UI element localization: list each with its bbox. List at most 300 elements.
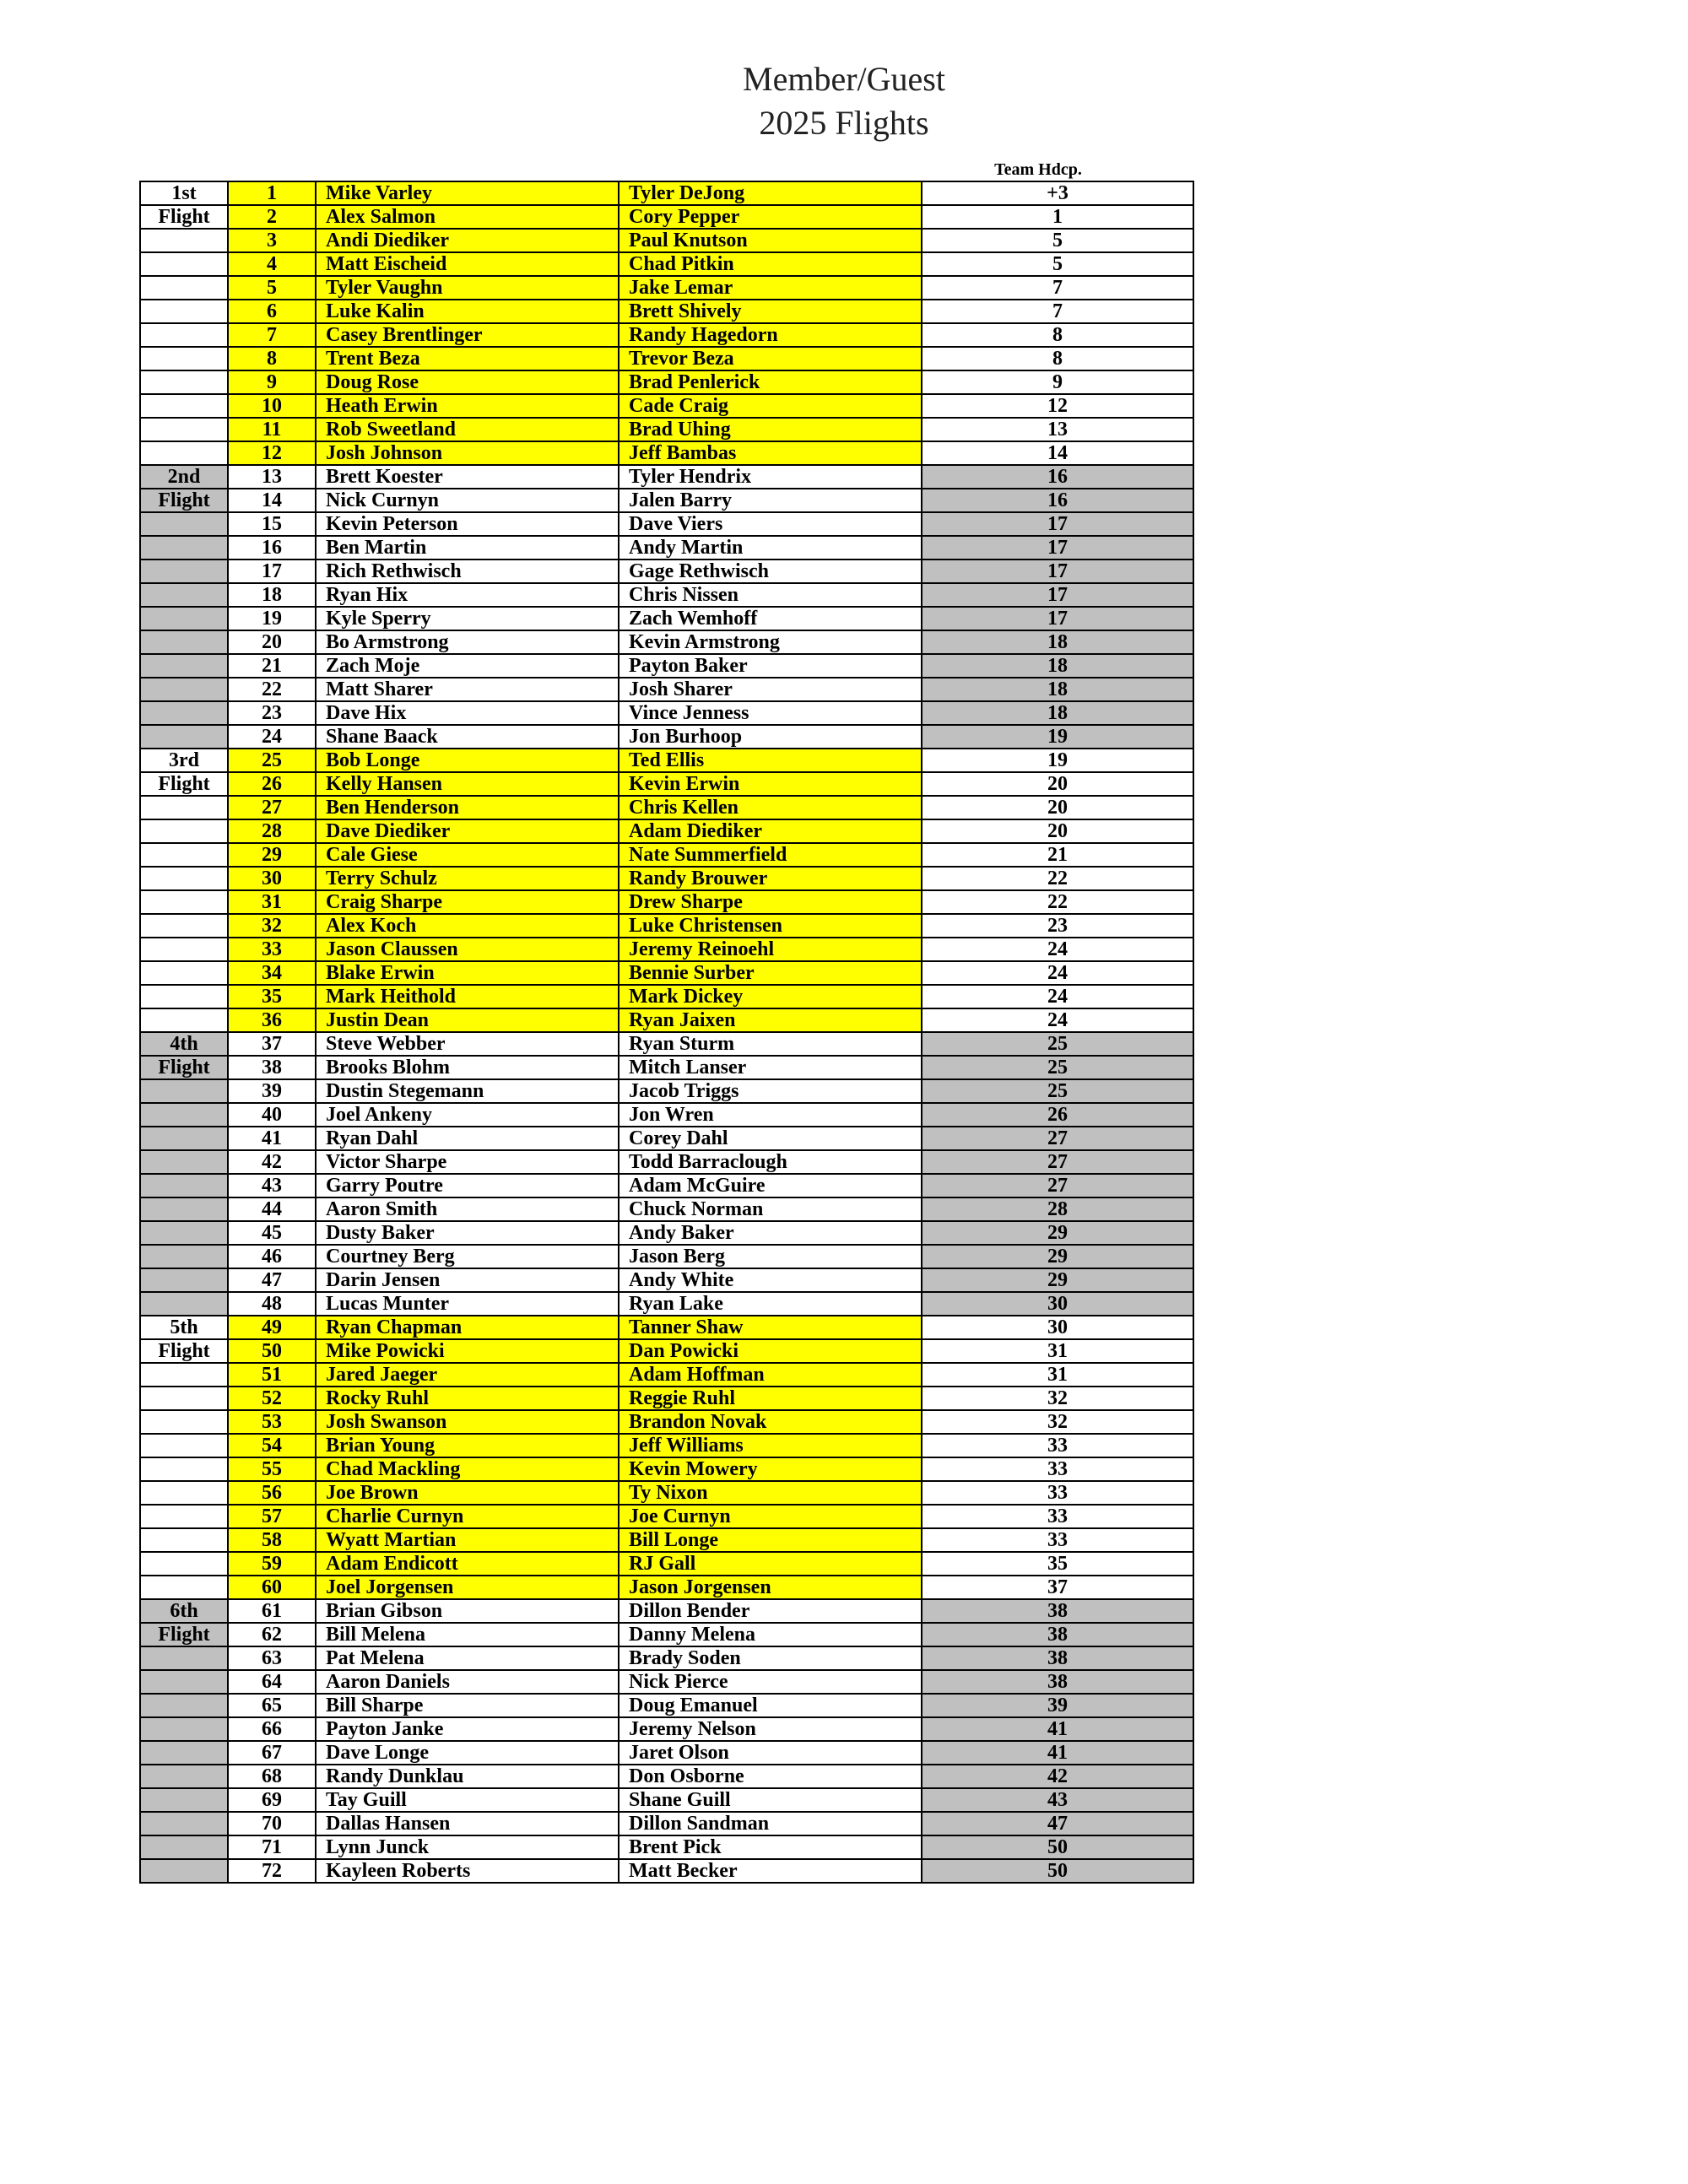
flight-label-cell (140, 512, 228, 536)
guest-name-cell: Nate Summerfield (619, 843, 922, 867)
team-hdcp-header: Team Hdcp. (994, 160, 1082, 179)
team-hdcp-cell: 25 (922, 1056, 1193, 1079)
flight-label-cell (140, 1292, 228, 1316)
guest-name-cell: Ryan Sturm (619, 1032, 922, 1056)
guest-name-cell: Jake Lemar (619, 276, 922, 300)
team-row (140, 1599, 1193, 1623)
team-row (140, 560, 1193, 583)
team-row (140, 1292, 1193, 1316)
team-number-cell: 16 (228, 536, 316, 560)
team-row (140, 1457, 1193, 1481)
team-hdcp-cell: 8 (922, 347, 1193, 370)
flight-label-cell (140, 1552, 228, 1576)
team-number-cell: 48 (228, 1292, 316, 1316)
team-number-cell: 8 (228, 347, 316, 370)
team-hdcp-cell: 29 (922, 1221, 1193, 1245)
guest-name-cell: Chad Pitkin (619, 252, 922, 276)
flight-label-cell (140, 1387, 228, 1410)
member-name-cell: Joe Brown (316, 1481, 619, 1505)
guest-name-cell: Danny Melena (619, 1623, 922, 1646)
team-row (140, 1859, 1193, 1883)
team-number-cell: 46 (228, 1245, 316, 1268)
member-name-cell: Dustin Stegemann (316, 1079, 619, 1103)
team-number-cell: 54 (228, 1434, 316, 1457)
flight-label-cell (140, 1646, 228, 1670)
team-row (140, 1741, 1193, 1765)
flight-label-cell (140, 1670, 228, 1694)
team-row (140, 1127, 1193, 1150)
flight-label-cell: 4th (140, 1032, 228, 1056)
team-hdcp-cell: 41 (922, 1717, 1193, 1741)
flight-label-cell (140, 1268, 228, 1292)
team-hdcp-cell: 14 (922, 441, 1193, 465)
team-number-cell: 42 (228, 1150, 316, 1174)
member-name-cell: Tyler Vaughn (316, 276, 619, 300)
flight-label-cell (140, 678, 228, 701)
member-name-cell: Luke Kalin (316, 300, 619, 323)
team-row (140, 1670, 1193, 1694)
team-number-cell: 33 (228, 938, 316, 961)
team-row (140, 938, 1193, 961)
team-row (140, 1387, 1193, 1410)
guest-name-cell: Ted Ellis (619, 749, 922, 772)
member-name-cell: Darin Jensen (316, 1268, 619, 1292)
team-row (140, 1552, 1193, 1576)
team-row (140, 1268, 1193, 1292)
team-row (140, 843, 1193, 867)
flight-label-cell (140, 252, 228, 276)
guest-name-cell: Dillon Bender (619, 1599, 922, 1623)
team-hdcp-cell: 30 (922, 1316, 1193, 1339)
team-number-cell: 72 (228, 1859, 316, 1883)
guest-name-cell: Dillon Sandman (619, 1812, 922, 1835)
flight-label-cell (140, 701, 228, 725)
member-name-cell: Ben Martin (316, 536, 619, 560)
guest-name-cell: Jaret Olson (619, 1741, 922, 1765)
team-row (140, 607, 1193, 630)
team-number-cell: 56 (228, 1481, 316, 1505)
guest-name-cell: Jeremy Nelson (619, 1717, 922, 1741)
team-row (140, 725, 1193, 749)
team-hdcp-cell: 29 (922, 1245, 1193, 1268)
team-number-cell: 30 (228, 867, 316, 890)
member-name-cell: Josh Johnson (316, 441, 619, 465)
flight-label-cell (140, 1127, 228, 1150)
guest-name-cell: Andy White (619, 1268, 922, 1292)
guest-name-cell: Randy Brouwer (619, 867, 922, 890)
member-name-cell: Kelly Hansen (316, 772, 619, 796)
team-row (140, 1812, 1193, 1835)
guest-name-cell: Andy Baker (619, 1221, 922, 1245)
guest-name-cell: Brett Shively (619, 300, 922, 323)
team-hdcp-cell: 28 (922, 1197, 1193, 1221)
guest-name-cell: Jeff Bambas (619, 441, 922, 465)
team-row (140, 347, 1193, 370)
member-name-cell: Alex Koch (316, 914, 619, 938)
team-number-cell: 29 (228, 843, 316, 867)
guest-name-cell: Dave Viers (619, 512, 922, 536)
team-number-cell: 58 (228, 1528, 316, 1552)
team-number-cell: 40 (228, 1103, 316, 1127)
team-hdcp-cell: 26 (922, 1103, 1193, 1127)
team-hdcp-cell: 25 (922, 1079, 1193, 1103)
guest-name-cell: Shane Guill (619, 1788, 922, 1812)
guest-name-cell: Jeff Williams (619, 1434, 922, 1457)
guest-name-cell: Dan Powicki (619, 1339, 922, 1363)
team-number-cell: 39 (228, 1079, 316, 1103)
guest-name-cell: Brad Penlerick (619, 370, 922, 394)
flight-label-cell (140, 1505, 228, 1528)
team-row (140, 1056, 1193, 1079)
guest-name-cell: Jalen Barry (619, 489, 922, 512)
member-name-cell: Mike Powicki (316, 1339, 619, 1363)
member-name-cell: Justin Dean (316, 1008, 619, 1032)
flight-label-cell (140, 1859, 228, 1883)
team-number-cell: 3 (228, 229, 316, 252)
team-hdcp-cell: 41 (922, 1741, 1193, 1765)
team-number-cell: 37 (228, 1032, 316, 1056)
team-number-cell: 1 (228, 181, 316, 205)
team-hdcp-cell: 24 (922, 1008, 1193, 1032)
team-hdcp-cell: 31 (922, 1363, 1193, 1387)
team-hdcp-cell: 33 (922, 1481, 1193, 1505)
flight-label-cell (140, 300, 228, 323)
team-number-cell: 21 (228, 654, 316, 678)
team-number-cell: 10 (228, 394, 316, 418)
guest-name-cell: Brandon Novak (619, 1410, 922, 1434)
guest-name-cell: Ryan Jaixen (619, 1008, 922, 1032)
member-name-cell: Lucas Munter (316, 1292, 619, 1316)
member-name-cell: Kevin Peterson (316, 512, 619, 536)
team-row (140, 1008, 1193, 1032)
guest-name-cell: Todd Barraclough (619, 1150, 922, 1174)
team-row (140, 1150, 1193, 1174)
guest-name-cell: Jeremy Reinoehl (619, 938, 922, 961)
team-number-cell: 57 (228, 1505, 316, 1528)
team-row (140, 654, 1193, 678)
team-row (140, 465, 1193, 489)
team-row (140, 961, 1193, 985)
guest-name-cell: Drew Sharpe (619, 890, 922, 914)
team-row (140, 867, 1193, 890)
flight-label-cell (140, 796, 228, 819)
team-row (140, 323, 1193, 347)
member-name-cell: Joel Jorgensen (316, 1576, 619, 1599)
guest-name-cell: Jon Burhoop (619, 725, 922, 749)
team-row (140, 300, 1193, 323)
team-row (140, 985, 1193, 1008)
team-hdcp-cell: 1 (922, 205, 1193, 229)
team-hdcp-cell: 17 (922, 512, 1193, 536)
team-hdcp-cell: 16 (922, 489, 1193, 512)
guest-name-cell: Randy Hagedorn (619, 323, 922, 347)
member-name-cell: Courtney Berg (316, 1245, 619, 1268)
member-name-cell: Payton Janke (316, 1717, 619, 1741)
guest-name-cell: Jason Berg (619, 1245, 922, 1268)
team-number-cell: 6 (228, 300, 316, 323)
flight-label-cell (140, 914, 228, 938)
team-row (140, 394, 1193, 418)
member-name-cell: Aaron Daniels (316, 1670, 619, 1694)
guest-name-cell: Vince Jenness (619, 701, 922, 725)
member-name-cell: Rob Sweetland (316, 418, 619, 441)
team-number-cell: 41 (228, 1127, 316, 1150)
guest-name-cell: RJ Gall (619, 1552, 922, 1576)
team-row (140, 630, 1193, 654)
member-name-cell: Dusty Baker (316, 1221, 619, 1245)
team-hdcp-cell: 32 (922, 1410, 1193, 1434)
member-name-cell: Matt Eischeid (316, 252, 619, 276)
team-hdcp-cell: 33 (922, 1505, 1193, 1528)
team-number-cell: 50 (228, 1339, 316, 1363)
team-hdcp-cell: +3 (922, 181, 1193, 205)
member-name-cell: Mark Heithold (316, 985, 619, 1008)
member-name-cell: Ryan Dahl (316, 1127, 619, 1150)
team-hdcp-cell: 27 (922, 1174, 1193, 1197)
team-hdcp-cell: 50 (922, 1835, 1193, 1859)
team-number-cell: 67 (228, 1741, 316, 1765)
member-name-cell: Rich Rethwisch (316, 560, 619, 583)
guest-name-cell: Doug Emanuel (619, 1694, 922, 1717)
team-hdcp-cell: 22 (922, 890, 1193, 914)
flight-label-cell (140, 1221, 228, 1245)
team-row (140, 796, 1193, 819)
member-name-cell: Shane Baack (316, 725, 619, 749)
team-hdcp-cell: 20 (922, 796, 1193, 819)
team-number-cell: 7 (228, 323, 316, 347)
guest-name-cell: Kevin Mowery (619, 1457, 922, 1481)
guest-name-cell: Tanner Shaw (619, 1316, 922, 1339)
flight-label-cell (140, 1788, 228, 1812)
team-row (140, 1339, 1193, 1363)
team-row (140, 229, 1193, 252)
member-name-cell: Jason Claussen (316, 938, 619, 961)
member-name-cell: Alex Salmon (316, 205, 619, 229)
team-row (140, 1717, 1193, 1741)
member-name-cell: Mike Varley (316, 181, 619, 205)
guest-name-cell: Nick Pierce (619, 1670, 922, 1694)
member-name-cell: Casey Brentlinger (316, 323, 619, 347)
flight-label-cell (140, 819, 228, 843)
member-name-cell: Bob Longe (316, 749, 619, 772)
flight-label-cell (140, 1576, 228, 1599)
guest-name-cell: Jacob Triggs (619, 1079, 922, 1103)
team-hdcp-cell: 29 (922, 1268, 1193, 1292)
team-number-cell: 11 (228, 418, 316, 441)
flights-table (139, 181, 1194, 1884)
member-name-cell: Brooks Blohm (316, 1056, 619, 1079)
member-name-cell: Craig Sharpe (316, 890, 619, 914)
team-number-cell: 63 (228, 1646, 316, 1670)
member-name-cell: Nick Curnyn (316, 489, 619, 512)
team-hdcp-cell: 9 (922, 370, 1193, 394)
member-name-cell: Matt Sharer (316, 678, 619, 701)
team-row (140, 1103, 1193, 1127)
guest-name-cell: Adam Diediker (619, 819, 922, 843)
team-row (140, 1576, 1193, 1599)
flight-label-cell (140, 560, 228, 583)
team-number-cell: 43 (228, 1174, 316, 1197)
team-number-cell: 71 (228, 1835, 316, 1859)
team-hdcp-cell: 38 (922, 1670, 1193, 1694)
guest-name-cell: Tyler Hendrix (619, 465, 922, 489)
member-name-cell: Garry Poutre (316, 1174, 619, 1197)
flight-label-cell (140, 843, 228, 867)
team-row (140, 749, 1193, 772)
team-hdcp-cell: 23 (922, 914, 1193, 938)
member-name-cell: Victor Sharpe (316, 1150, 619, 1174)
member-name-cell: Cale Giese (316, 843, 619, 867)
flight-label-cell: Flight (140, 1623, 228, 1646)
member-name-cell: Zach Moje (316, 654, 619, 678)
team-row (140, 1221, 1193, 1245)
member-name-cell: Trent Beza (316, 347, 619, 370)
team-row (140, 276, 1193, 300)
member-name-cell: Ben Henderson (316, 796, 619, 819)
guest-name-cell: Kevin Erwin (619, 772, 922, 796)
team-number-cell: 17 (228, 560, 316, 583)
team-hdcp-cell: 21 (922, 843, 1193, 867)
team-number-cell: 70 (228, 1812, 316, 1835)
team-row (140, 914, 1193, 938)
member-name-cell: Dallas Hansen (316, 1812, 619, 1835)
guest-name-cell: Ryan Lake (619, 1292, 922, 1316)
team-row (140, 1694, 1193, 1717)
team-row (140, 1316, 1193, 1339)
guest-name-cell: Brent Pick (619, 1835, 922, 1859)
team-number-cell: 64 (228, 1670, 316, 1694)
member-name-cell: Steve Webber (316, 1032, 619, 1056)
team-hdcp-cell: 8 (922, 323, 1193, 347)
team-hdcp-cell: 20 (922, 772, 1193, 796)
team-row (140, 418, 1193, 441)
flight-label-cell (140, 1717, 228, 1741)
guest-name-cell: Brad Uhing (619, 418, 922, 441)
team-hdcp-cell: 38 (922, 1623, 1193, 1646)
guest-name-cell: Adam McGuire (619, 1174, 922, 1197)
member-name-cell: Dave Longe (316, 1741, 619, 1765)
team-number-cell: 9 (228, 370, 316, 394)
team-number-cell: 65 (228, 1694, 316, 1717)
guest-name-cell: Josh Sharer (619, 678, 922, 701)
team-hdcp-cell: 43 (922, 1788, 1193, 1812)
flights-table-body (140, 181, 1193, 1883)
team-hdcp-cell: 35 (922, 1552, 1193, 1576)
team-hdcp-cell: 42 (922, 1765, 1193, 1788)
guest-name-cell: Cory Pepper (619, 205, 922, 229)
member-name-cell: Josh Swanson (316, 1410, 619, 1434)
member-name-cell: Heath Erwin (316, 394, 619, 418)
team-row (140, 205, 1193, 229)
guest-name-cell: Bill Longe (619, 1528, 922, 1552)
team-row (140, 701, 1193, 725)
team-row (140, 890, 1193, 914)
flight-label-cell (140, 1245, 228, 1268)
team-row (140, 1174, 1193, 1197)
team-number-cell: 59 (228, 1552, 316, 1576)
team-hdcp-cell: 7 (922, 300, 1193, 323)
member-name-cell: Blake Erwin (316, 961, 619, 985)
team-hdcp-cell: 17 (922, 583, 1193, 607)
team-number-cell: 68 (228, 1765, 316, 1788)
member-name-cell: Andi Diediker (316, 229, 619, 252)
team-number-cell: 52 (228, 1387, 316, 1410)
member-name-cell: Chad Mackling (316, 1457, 619, 1481)
flight-label-cell: Flight (140, 1056, 228, 1079)
team-number-cell: 2 (228, 205, 316, 229)
guest-name-cell: Adam Hoffman (619, 1363, 922, 1387)
team-number-cell: 20 (228, 630, 316, 654)
team-hdcp-cell: 24 (922, 985, 1193, 1008)
team-hdcp-cell: 17 (922, 607, 1193, 630)
team-hdcp-cell: 7 (922, 276, 1193, 300)
team-hdcp-cell: 18 (922, 701, 1193, 725)
team-row (140, 489, 1193, 512)
flight-label-cell (140, 654, 228, 678)
flight-label-cell (140, 323, 228, 347)
team-hdcp-cell: 19 (922, 749, 1193, 772)
guest-name-cell: Brady Soden (619, 1646, 922, 1670)
team-hdcp-cell: 17 (922, 536, 1193, 560)
guest-name-cell: Joe Curnyn (619, 1505, 922, 1528)
team-number-cell: 45 (228, 1221, 316, 1245)
team-hdcp-cell: 27 (922, 1127, 1193, 1150)
team-hdcp-cell: 47 (922, 1812, 1193, 1835)
member-name-cell: Ryan Hix (316, 583, 619, 607)
flight-label-cell (140, 961, 228, 985)
guest-name-cell: Chuck Norman (619, 1197, 922, 1221)
member-name-cell: Dave Hix (316, 701, 619, 725)
team-row (140, 583, 1193, 607)
guest-name-cell: Tyler DeJong (619, 181, 922, 205)
team-hdcp-cell: 22 (922, 867, 1193, 890)
flight-label-cell (140, 1197, 228, 1221)
team-row (140, 441, 1193, 465)
team-number-cell: 69 (228, 1788, 316, 1812)
team-row (140, 1788, 1193, 1812)
member-name-cell: Bill Melena (316, 1623, 619, 1646)
team-number-cell: 12 (228, 441, 316, 465)
team-row (140, 1197, 1193, 1221)
team-number-cell: 36 (228, 1008, 316, 1032)
flight-label-cell (140, 630, 228, 654)
team-row (140, 536, 1193, 560)
member-name-cell: Rocky Ruhl (316, 1387, 619, 1410)
team-number-cell: 53 (228, 1410, 316, 1434)
team-row (140, 678, 1193, 701)
member-name-cell: Wyatt Martian (316, 1528, 619, 1552)
team-hdcp-cell: 31 (922, 1339, 1193, 1363)
flight-label-cell (140, 1174, 228, 1197)
flight-label-cell (140, 394, 228, 418)
flight-label-cell (140, 1008, 228, 1032)
team-row (140, 772, 1193, 796)
flight-label-cell (140, 1765, 228, 1788)
flight-label-cell: Flight (140, 489, 228, 512)
team-number-cell: 14 (228, 489, 316, 512)
team-number-cell: 13 (228, 465, 316, 489)
flight-label-cell (140, 370, 228, 394)
team-row (140, 181, 1193, 205)
flight-label-cell: Flight (140, 205, 228, 229)
team-number-cell: 44 (228, 1197, 316, 1221)
flight-label-cell: 3rd (140, 749, 228, 772)
team-number-cell: 25 (228, 749, 316, 772)
member-name-cell: Joel Ankeny (316, 1103, 619, 1127)
flight-label-cell (140, 867, 228, 890)
team-hdcp-cell: 33 (922, 1457, 1193, 1481)
team-number-cell: 49 (228, 1316, 316, 1339)
